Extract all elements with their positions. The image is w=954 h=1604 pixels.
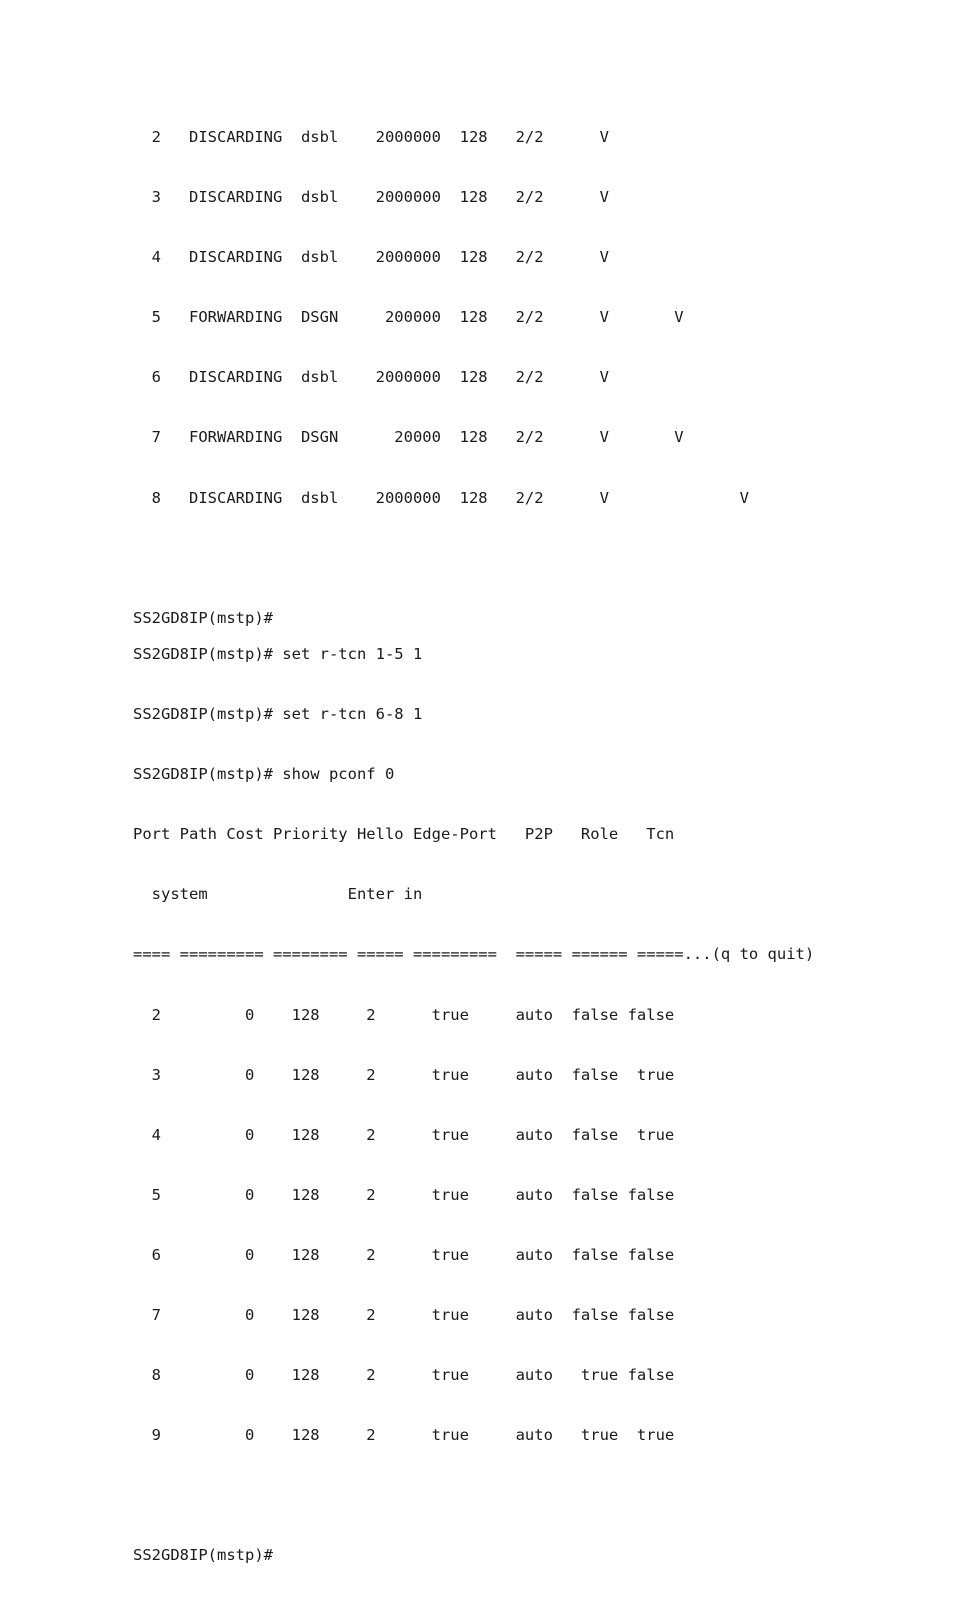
blank-line bbox=[133, 546, 749, 570]
port-state-row: 2 DISCARDING dsbl 2000000 128 2/2 V bbox=[133, 128, 609, 146]
blank-line bbox=[133, 1483, 814, 1507]
table-separator: ==== ========= ======== ===== ========= ===== ====== =====...(q to quit) bbox=[133, 945, 815, 964]
table-row: 3 0 128 2 true auto false true bbox=[133, 1065, 675, 1084]
table-header: Port Path Cost Priority Hello Edge-Port P2P Role Tcn bbox=[133, 825, 675, 844]
pconf-output bbox=[133, 606, 814, 1604]
port-state-row: 3 DISCARDING dsbl 2000000 128 2/2 V bbox=[133, 188, 609, 207]
table-row: 8 0 128 2 true auto true false bbox=[133, 1366, 675, 1385]
table-row: 4 0 128 2 true auto false true bbox=[133, 1125, 675, 1144]
cli-command: SS2GD8IP(mstp)# show pconf 0 bbox=[133, 765, 395, 784]
port-state-row: 4 DISCARDING dsbl 2000000 128 2/2 V bbox=[133, 248, 609, 267]
table-header-sub: system Enter in bbox=[133, 885, 423, 904]
table-row: 9 0 128 2 true auto true true bbox=[133, 1426, 675, 1445]
table-row: 5 0 128 2 true auto false false bbox=[133, 1185, 675, 1204]
table-row: 6 0 128 2 true auto false false bbox=[133, 1245, 675, 1264]
cli-command: SS2GD8IP(mstp)# set r-tcn 1-5 1 bbox=[133, 645, 423, 663]
port-state-row: 8 DISCARDING dsbl 2000000 128 2/2 V V bbox=[133, 488, 749, 507]
table-row: 2 0 128 2 true auto false false bbox=[133, 1005, 675, 1024]
port-state-row: 6 DISCARDING dsbl 2000000 128 2/2 V bbox=[133, 368, 609, 387]
port-state-row: 5 FORWARDING DSGN 200000 128 2/2 V V bbox=[133, 308, 684, 327]
port-state-row: 7 FORWARDING DSGN 20000 128 2/2 V V bbox=[133, 428, 684, 447]
cli-prompt: SS2GD8IP(mstp)# bbox=[133, 1546, 273, 1565]
cli-prompt: SS2GD8IP(mstp)# bbox=[133, 608, 273, 627]
port-state-output bbox=[133, 89, 749, 666]
table-row: 7 0 128 2 true auto false false bbox=[133, 1306, 675, 1325]
cli-command: SS2GD8IP(mstp)# set r-tcn 6-8 1 bbox=[133, 705, 423, 724]
